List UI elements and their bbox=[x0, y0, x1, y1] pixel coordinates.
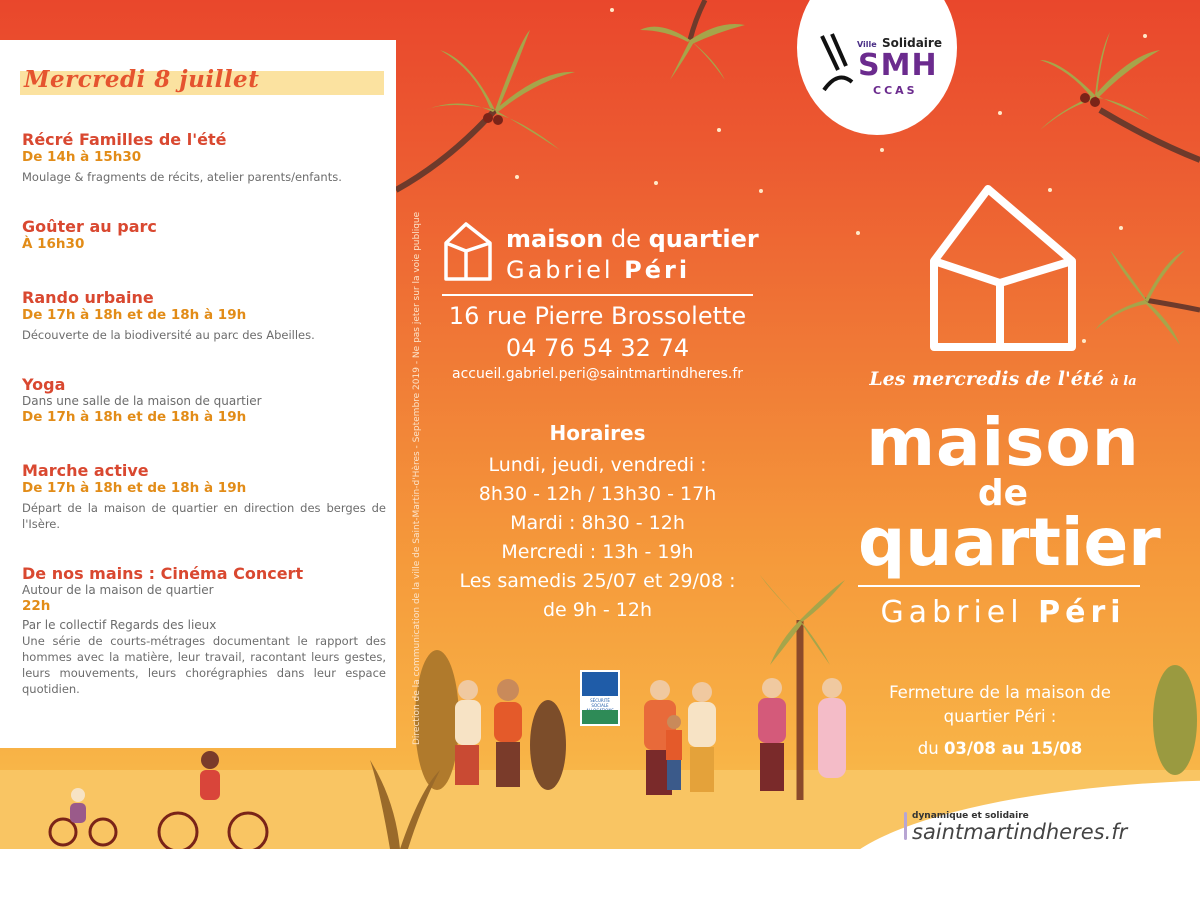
event-organizer: Par le collectif Regards des lieux bbox=[22, 618, 217, 632]
event-rando-urbaine bbox=[22, 288, 386, 343]
event-gouter bbox=[22, 217, 386, 253]
logo-ccas-text: CCAS bbox=[873, 84, 918, 97]
vertical-credit-text: Direction de la communication de la ville de Saint-Martin-d'Hères - Septembre 2019 - Ne pas jeter sur la voie publique bbox=[412, 211, 422, 745]
main-title-maison: maison bbox=[866, 404, 1140, 481]
event-time: À 16h30 bbox=[22, 236, 85, 252]
event-date: Mercredi 8 juillet bbox=[24, 66, 260, 93]
bush-right bbox=[1153, 665, 1197, 775]
logo-smh-text: SMH bbox=[858, 48, 938, 83]
hours-line: Mardi : 8h30 - 12h bbox=[510, 512, 685, 534]
center-title-line2: Gabriel Péri bbox=[506, 256, 691, 284]
event-recre-familles bbox=[22, 130, 386, 185]
event-title: Yoga bbox=[22, 375, 66, 394]
people-illustration bbox=[455, 678, 846, 795]
palm-leaves-left bbox=[425, 30, 575, 150]
event-description: Une série de courts-métrages documentant le rapport des hommes avec la matière, leur travail, racontant leurs gestes, leurs mouvements, leurs chorégraphies dans leur espace quotidien. bbox=[22, 634, 386, 696]
event-time: 22h bbox=[22, 598, 51, 614]
event-description: Départ de la maison de quartier en direction des berges de l'Isère. bbox=[22, 501, 386, 531]
event-title: Rando urbaine bbox=[22, 288, 154, 307]
event-title: Goûter au parc bbox=[22, 217, 157, 236]
event-time: De 17h à 18h et de 18h à 19h bbox=[22, 409, 247, 425]
hours-line: Mercredi : 13h - 19h bbox=[501, 541, 694, 563]
event-title: Marche active bbox=[22, 461, 149, 480]
hours-title: Horaires bbox=[549, 421, 646, 445]
event-location: Dans une salle de la maison de quartier bbox=[22, 394, 262, 408]
event-marche-active bbox=[22, 461, 386, 532]
event-description: Découverte de la biodiversité au parc des Abeilles. bbox=[22, 328, 315, 342]
hours-list bbox=[430, 451, 765, 625]
footer-website-link[interactable]: saintmartindheres.fr bbox=[912, 820, 1128, 844]
logo-ville-text: Ville bbox=[857, 40, 877, 49]
hours-line: de 9h - 12h bbox=[542, 599, 653, 621]
event-location: Autour de la maison de quartier bbox=[22, 583, 214, 597]
main-title-de: de bbox=[977, 473, 1029, 514]
event-title: Récré Familles de l'été bbox=[22, 130, 227, 149]
caf-logo: SÉCURITÉ SOCIALE bbox=[580, 670, 620, 726]
gabriel-peri-title: Gabriel Péri bbox=[880, 595, 1126, 630]
logo-solidaire-text: Solidaire bbox=[882, 36, 942, 50]
footer-accent-bar bbox=[904, 812, 907, 840]
hours-line: 8h30 - 12h / 13h30 - 17h bbox=[478, 483, 717, 505]
closure-notice: Fermeture de la maison de quartier Péri : bbox=[889, 683, 1111, 726]
smh-logo-icon bbox=[818, 30, 854, 96]
hours-line: Lundi, jeudi, vendredi : bbox=[488, 454, 707, 476]
footer-tagline: dynamique et solidaire bbox=[912, 811, 1029, 821]
event-time: De 17h à 18h et de 18h à 19h bbox=[22, 480, 247, 496]
main-title-quartier: quartier bbox=[858, 504, 1161, 581]
email-link[interactable]: accueil.gabriel.peri@saintmartindheres.fr bbox=[452, 366, 743, 382]
event-cinema-concert bbox=[22, 564, 386, 697]
event-time: De 17h à 18h et de 18h à 19h bbox=[22, 307, 247, 323]
center-divider bbox=[442, 294, 753, 296]
event-description: Moulage & fragments de récits, atelier parents/enfants. bbox=[22, 170, 342, 184]
address: 16 rue Pierre Brossolette bbox=[448, 302, 747, 330]
event-time: De 14h à 15h30 bbox=[22, 149, 142, 165]
house-icon-small bbox=[442, 221, 494, 281]
palm-leaves-right bbox=[1040, 32, 1160, 130]
phone-number: 04 76 54 32 74 bbox=[505, 334, 690, 362]
right-divider bbox=[858, 585, 1140, 587]
closure-dates: du 03/08 au 15/08 bbox=[917, 739, 1083, 758]
event-yoga bbox=[22, 375, 386, 426]
palm-trunk bbox=[396, 110, 495, 190]
event-title: De nos mains : Cinéma Concert bbox=[22, 564, 304, 583]
script-title: Les mercredis de l'été à la bbox=[869, 368, 1137, 390]
center-title-line1: maison de quartier bbox=[506, 225, 759, 253]
hours-line: Les samedis 25/07 et 29/08 : bbox=[459, 570, 736, 592]
house-icon-large bbox=[928, 183, 1078, 353]
